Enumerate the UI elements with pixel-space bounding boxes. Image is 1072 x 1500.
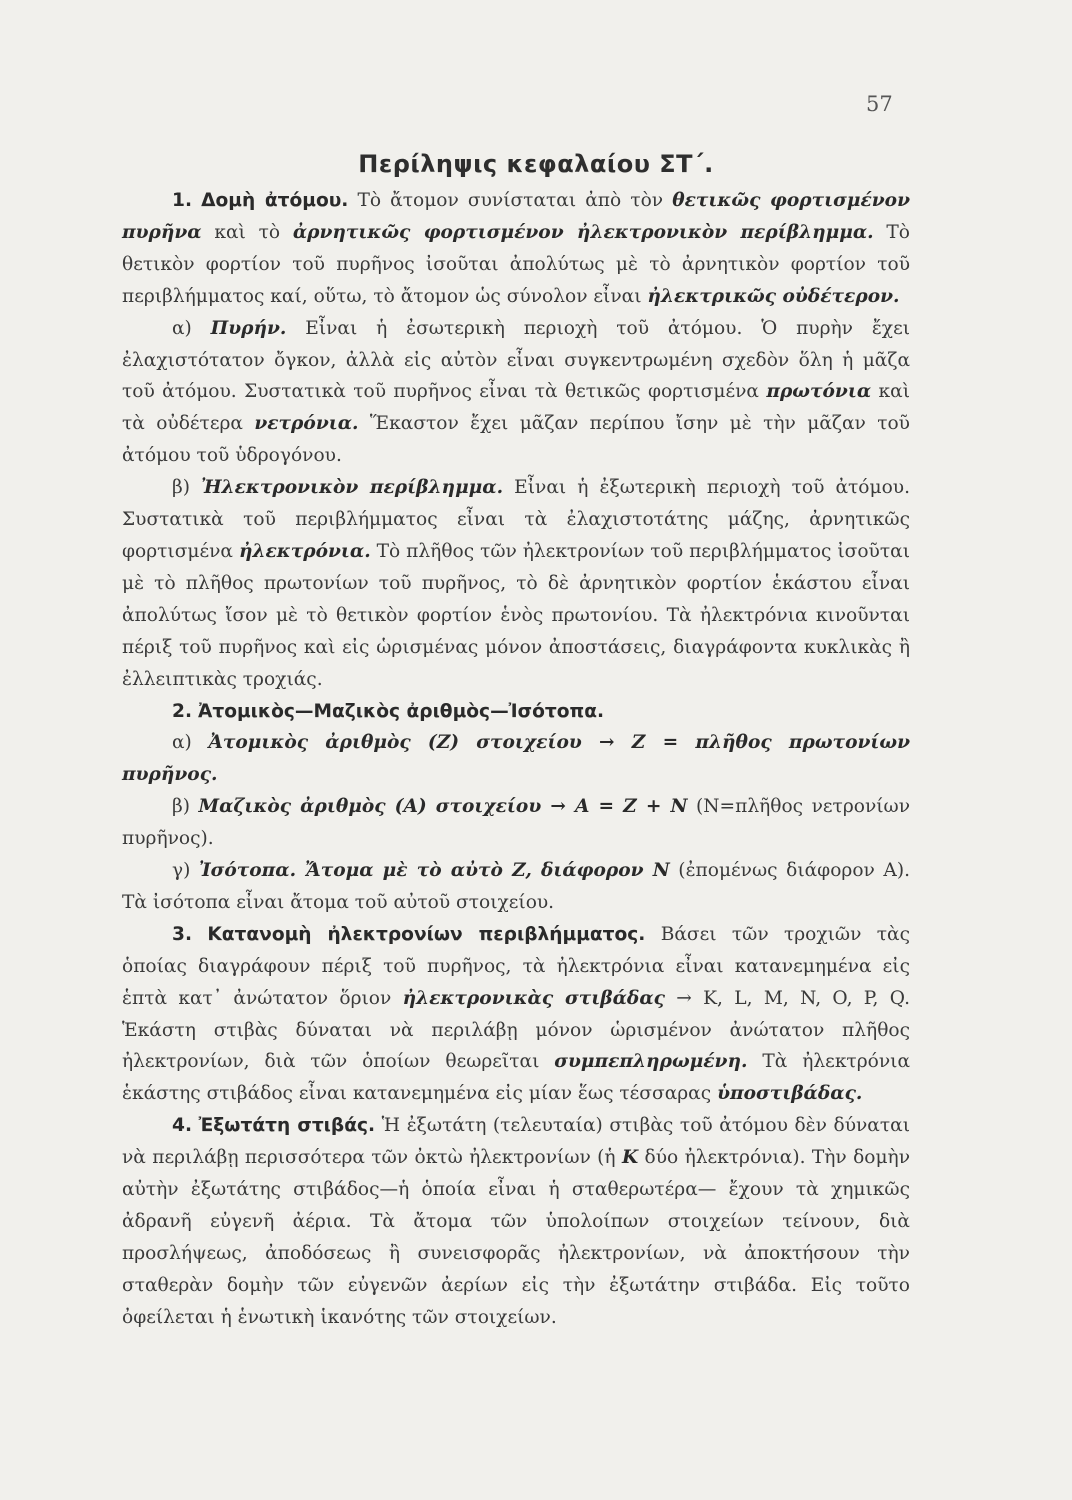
section-heading: Ἐξωτάτη στιβάς. — [198, 1115, 376, 1137]
item-label: β) — [172, 477, 202, 499]
text-run: (ἐπομένως διάφορον A). Τὰ ἰσότοπα εἶναι ἄτομα τοῦ αὐτοῦ στοιχείου. — [122, 860, 911, 913]
section-number: 2. — [172, 700, 193, 722]
text-run: Ἡ ἐξωτάτη (τελευταία) στιβὰς τοῦ ἀτόμου δὲν δύναται νὰ περιλάβῃ περισσότερα τῶν ὀκτὼ ἠλεκτρονίων (ἡ — [122, 1115, 910, 1169]
section-number: 1. — [172, 190, 193, 211]
emphasis: Ἰσότοπα. Ἄτομα μὲ τὸ αὐτὸ Z, διάφορον N — [198, 860, 670, 882]
emphasis: πρωτόνια — [766, 381, 872, 403]
subsection-isotopes — [122, 855, 910, 919]
page-title: Περίληψις κεφαλαίου ΣΤ΄. — [358, 150, 714, 178]
text-run: (N=πλῆθος νετρονίων πυρῆνος). — [122, 796, 911, 850]
section-number: 3. — [172, 923, 193, 945]
subsection-atomic-number — [122, 727, 910, 791]
section-2-heading — [122, 696, 910, 728]
text-run: Τὸ θετικὸν φορτίον τοῦ πυρῆνος ἰσοῦται ἀπολύτως μὲ τὸ ἀρνητικὸν φορτίον τοῦ περιβλήμματος καί, οὕτω, τὸ ἄτομον ὡς σύνολον εἶναι — [122, 221, 910, 307]
emphasis: ἠλεκτρόνια. — [238, 540, 371, 562]
text-run: καὶ τὰ οὐδέτερα — [122, 381, 910, 435]
text-run: Τὸ πλῆθος τῶν ἠλεκτρονίων τοῦ περιβλήμματος ἰσοῦται μὲ τὸ πλῆθος πρωτονίων τοῦ πυρῆνος, τὸ δὲ ἀρνητικὸν φορτίον ἑκάστου εἶναι ἀπολύτως ἴσον μὲ τὸ θετικὸν φορτίον ἑνὸς πρωτονίου. Τὰ ἠλεκτρόνια κινοῦνται πέριξ τοῦ πυρῆνος καὶ εἰς ὡρισμένας μόνον ἀποστάσεις, διαγράφοντα κυκλικὰς ἢ ἐλλειπτικὰς τροχιάς. — [122, 540, 910, 690]
emphasis: συμπεπληρωμένη. — [554, 1051, 748, 1073]
emphasis: θετικῶς φορτισμένον πυρῆνα — [122, 190, 910, 243]
text-run: Τὰ ἠλεκτρόνια ἑκάστης στιβάδος εἶναι κατανεμημένα εἰς μίαν ἕως τέσσαρας — [122, 1051, 910, 1105]
emphasis: K — [621, 1147, 639, 1169]
subsection-heading: Πυρήν. — [210, 317, 287, 339]
emphasis: Μαζικὸς ἀριθμὸς (A) στοιχείου → A = Z + N — [198, 796, 688, 818]
text-run: Εἶναι ἡ ἐσωτερικὴ περιοχὴ τοῦ ἀτόμου. Ὁ πυρὴν ἔχει ἐλαχιστότατον ὄγκον, ἀλλὰ εἰς αὐτὸν εἶναι συγκεντρωμένη σχεδὸν ὅλη ἡ μᾶζα τοῦ ἀτόμου. Συστατικὰ τοῦ πυρῆνος εἶναι τὰ θετικῶς φορτισμένα — [122, 317, 910, 403]
text-run: Ἕκαστον ἔχει μᾶζαν περίπου ἴσην μὲ τὴν μᾶζαν τοῦ ἀτόμου τοῦ ὑδρογόνου. — [122, 413, 910, 467]
emphasis: Ἀτομικὸς ἀριθμὸς (Z) στοιχείου → Z = πλῆθος πρωτονίων πυρῆνος. — [122, 732, 910, 786]
item-label: α) — [172, 317, 211, 339]
text-run: Βάσει τῶν τροχιῶν τὰς ὁποίας διαγράφουν πέριξ τοῦ πυρῆνος, τὰ ἠλεκτρόνια εἶναι κατανεμημένα εἰς ἑπτὰ κατ᾽ ἀνώτατον ὅριον — [122, 923, 910, 1009]
subsection-electron-shell — [122, 472, 910, 695]
summary-body — [122, 185, 910, 1334]
page-number: 57 — [866, 92, 893, 116]
text-run: → K, L, M, N, O, P, Q. Ἑκάστη στιβὰς δύναται νὰ περιλάβῃ μόνον ὡρισμένον ἀνώτατον πλῆθος ἠλεκτρονίων, διὰ τῶν ὁποίων θεωρεῖται — [122, 987, 910, 1073]
emphasis: ἠλεκτρονικὰς στιβάδας — [402, 987, 665, 1009]
subsection-nucleus — [122, 313, 910, 473]
item-label: α) — [172, 732, 209, 754]
section-3-paragraph — [122, 919, 910, 1110]
text-run: δύο ἠλεκτρόνια). Τὴν δομὴν αὐτὴν ἐξωτάτης στιβάδος—ἡ ὁποία εἶναι ἡ σταθερωτέρα— ἔχουν τὰ χημικῶς ἀδρανῆ εὐγενῆ ἀέρια. Τὰ ἄτομα τῶν ὑπολοίπων στοιχείων τείνουν, διὰ προσλήψεως, ἀποδόσεως ἢ συνεισφορᾶς ἠλεκτρονίων, νὰ ἀποκτήσουν τὴν σταθερὰν δομὴν τῶν εὐγενῶν ἀερίων εἰς τὴν ἐξωτάτην στιβάδα. Εἰς τοῦτο ὀφείλεται ἡ ἑνωτικὴ ἱκανότης τῶν στοιχείων. — [122, 1147, 910, 1328]
section-1-paragraph — [122, 185, 910, 313]
emphasis: ὑποστιβάδας. — [717, 1083, 863, 1105]
item-label: γ) — [172, 860, 199, 882]
section-heading: Ἀτομικὸς—Μαζικὸς ἀριθμὸς—Ἰσότοπα. — [197, 700, 605, 722]
text-run: Τὸ ἄτομον συνίσταται ἀπὸ τὸν — [348, 190, 673, 211]
text-run: καὶ τὸ — [201, 221, 293, 243]
section-heading: Δομὴ ἀτόμου. — [201, 190, 349, 211]
emphasis: ἀρνητικῶς φορτισμένον ἠλεκτρονικὸν περίβλημμα. — [292, 221, 874, 243]
item-label: β) — [172, 796, 199, 818]
subsection-heading: Ἠλεκτρονικὸν περίβλημμα. — [201, 477, 504, 499]
section-heading: Κατανομὴ ἠλεκτρονίων περιβλήμματος. — [207, 923, 646, 945]
section-4-paragraph — [122, 1110, 910, 1333]
section-number: 4. — [172, 1115, 193, 1137]
subsection-mass-number — [122, 791, 910, 855]
emphasis: νετρόνια. — [254, 413, 359, 435]
text-run: Εἶναι ἡ ἐξωτερικὴ περιοχὴ τοῦ ἀτόμου. Συστατικὰ τοῦ περιβλήμματος εἶναι τὰ ἐλαχιστοτάτης μάζης, ἀρνητικῶς φορτισμένα — [122, 477, 910, 562]
emphasis: ἠλεκτρικῶς οὐδέτερον. — [647, 285, 900, 307]
